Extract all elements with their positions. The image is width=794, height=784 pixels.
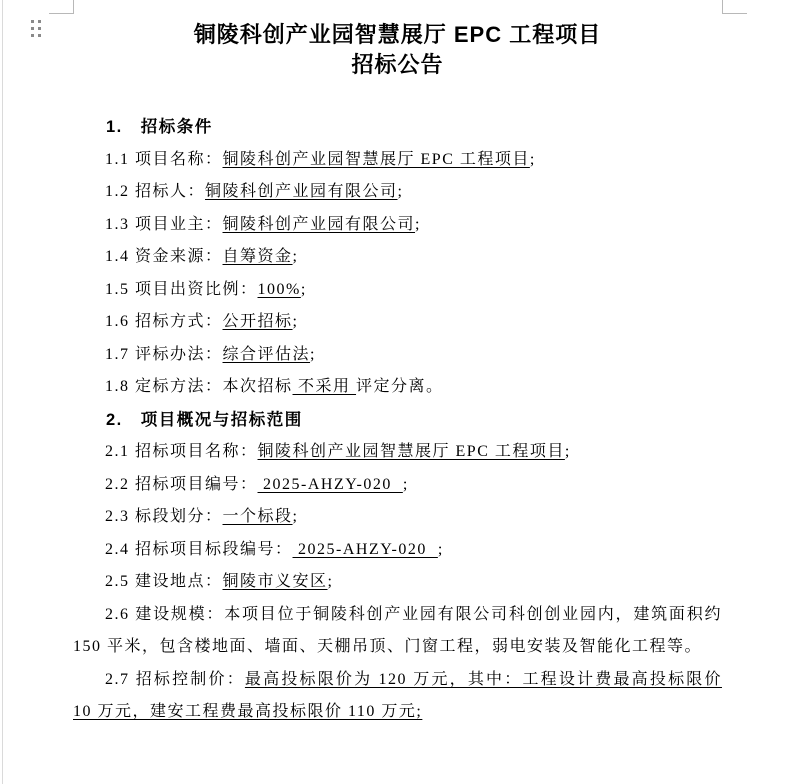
- clause-prefix: 1.3 项目业主：: [105, 215, 223, 233]
- clause-prefix: 1.2 招标人：: [105, 183, 206, 200]
- clause-suffix: ;: [292, 313, 299, 330]
- section-heading-1: 1. 招标条件: [106, 118, 213, 136]
- clause-1-3: [73, 209, 722, 242]
- clause-suffix: 本项目位于铜陵科创产业园有限公司科创创业园内，建筑面积约 150 平米，包含楼地面、墙面、天棚吊顶、门窗工程，弱电安装及智能化工程等。: [73, 605, 722, 655]
- clause-value-underlined: 铜陵科创产业园智慧展厅 EPC 工程项目: [222, 150, 530, 168]
- clause-value-underlined: 铜陵科创产业园有限公司: [222, 215, 416, 233]
- clause-2-6: [73, 599, 722, 664]
- clause-suffix: ;: [529, 150, 536, 168]
- clause-2-7: [73, 664, 722, 729]
- clause-suffix: ;: [310, 345, 316, 363]
- clause-prefix: 2.5 建设地点：: [105, 573, 223, 590]
- doc-content: [73, 111, 722, 729]
- clause-1-1: [73, 144, 722, 177]
- clause-prefix: 1.6 招标方式：: [105, 313, 223, 330]
- clause-2-2: [73, 469, 722, 502]
- clause-value-underlined: 公开招标: [222, 313, 293, 330]
- clause-value-underlined: 铜陵科创产业园智慧展厅 EPC 工程项目: [257, 443, 565, 460]
- clause-suffix: ;: [327, 573, 334, 590]
- clause-value-underlined: 自筹资金: [222, 248, 293, 265]
- text-boundary-mark-top-right: [722, 0, 747, 14]
- clause-1-4: [73, 241, 722, 274]
- clause-1-2: [73, 176, 722, 209]
- text-boundary-mark-top-left: [49, 0, 74, 14]
- clause-prefix: 1.7 评标办法：: [105, 345, 223, 363]
- clause-prefix: 2.7 招标控制价：: [105, 670, 245, 688]
- drag-handle-dot: [38, 20, 41, 23]
- clause-1-8: [73, 371, 722, 404]
- drag-handle-dot: [38, 27, 41, 30]
- clause-prefix: 1.1 项目名称：: [105, 150, 223, 168]
- clause-value-underlined: 铜陵科创产业园有限公司: [205, 183, 398, 200]
- clause-value-underlined: 2025-AHZY-020: [292, 540, 438, 558]
- clause-2-3: [73, 501, 722, 534]
- clause-1-7: [73, 339, 722, 372]
- clause-suffix: ;: [437, 540, 444, 558]
- clause-suffix: 评定分离。: [356, 378, 444, 395]
- doc-title-line-2: 招标公告: [351, 52, 444, 77]
- clause-2-4: [73, 534, 722, 567]
- clause-prefix: 1.5 项目出资比例：: [105, 280, 258, 298]
- clause-value-underlined: 2025-AHZY-020: [257, 475, 403, 493]
- clause-suffix: ;: [397, 183, 404, 200]
- clause-1-5: [73, 274, 722, 307]
- drag-handle-dot: [31, 20, 34, 23]
- clause-2-1: [73, 436, 722, 469]
- clause-prefix: 2.4 招标项目标段编号：: [105, 540, 293, 558]
- clause-value-underlined: 100%: [257, 280, 301, 298]
- clause-prefix: 2.2 招标项目编号：: [105, 475, 258, 493]
- clause-value-underlined: 综合评估法: [222, 345, 311, 363]
- page-edge-line: [2, 0, 3, 784]
- drag-handle-dot: [31, 34, 34, 37]
- clause-2-5: [73, 566, 722, 599]
- doc-title: [73, 20, 722, 80]
- document-page[interactable]: [73, 13, 722, 729]
- clause-value-underlined: 一个标段: [222, 508, 293, 525]
- doc-title-line-1: 铜陵科创产业园智慧展厅 EPC 工程项目: [193, 22, 602, 47]
- clause-suffix: ;: [292, 248, 299, 265]
- clause-suffix: ;: [402, 475, 409, 493]
- section-heading-2: 2. 项目概况与招标范围: [106, 410, 303, 429]
- clause-prefix: 2.3 标段划分：: [105, 508, 223, 525]
- drag-handle-icon[interactable]: [31, 20, 41, 37]
- clause-suffix: ;: [300, 280, 307, 298]
- drag-handle-dot: [31, 27, 34, 30]
- clause-prefix: 2.6 建设规模：: [105, 605, 225, 623]
- clause-value-underlined: 最高投标限价为 120 万元，其中：工程设计费最高投标限价 10 万元，建安工程费最高投标限价 110 万元;: [73, 670, 722, 720]
- drag-handle-dot: [38, 34, 41, 37]
- clause-value-underlined: 不采用: [292, 378, 357, 395]
- clause-prefix: 2.1 招标项目名称：: [105, 443, 258, 460]
- clause-suffix: ;: [564, 443, 571, 460]
- clause-suffix: ;: [292, 508, 299, 525]
- clause-1-6: [73, 306, 722, 339]
- clause-prefix: 1.8 定标方法：本次招标: [105, 378, 293, 395]
- clause-value-underlined: 铜陵市义安区: [222, 573, 328, 590]
- clause-prefix: 1.4 资金来源：: [105, 248, 223, 265]
- clause-suffix: ;: [415, 215, 421, 233]
